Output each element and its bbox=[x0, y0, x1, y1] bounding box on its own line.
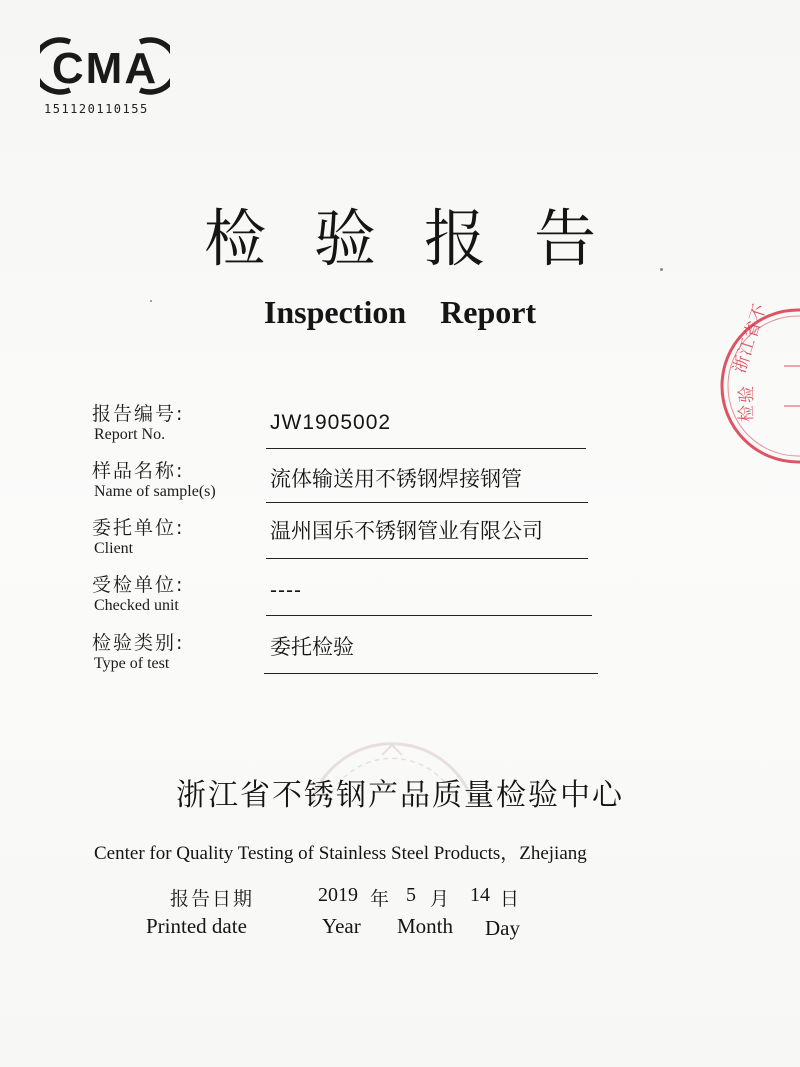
title-cn-char: 检 bbox=[203, 202, 314, 275]
printed-date-year-en: Year bbox=[322, 914, 361, 938]
checked-unit-label-cn: 受检单位: bbox=[92, 574, 185, 596]
title-cn-char: 报 bbox=[424, 202, 535, 275]
seal-text-lower: 检验 bbox=[737, 384, 757, 422]
title-cn bbox=[0, 202, 800, 275]
report-no-label-cn: 报告编号: bbox=[92, 403, 185, 425]
client-label-en: Client bbox=[94, 540, 134, 557]
report-no-value: JW1905002 bbox=[270, 411, 392, 434]
cma-logo bbox=[40, 36, 170, 96]
sample-name-label bbox=[92, 460, 262, 502]
sample-name-value: 流体输送用不锈钢焊接钢管 bbox=[270, 467, 522, 491]
printed-date-day-en: Day bbox=[485, 916, 520, 940]
center-name-cn: 浙江省不锈钢产品质量检验中心 bbox=[176, 778, 624, 813]
printed-date-year-cn: 年 bbox=[370, 888, 390, 910]
title-cn-char: 验 bbox=[313, 202, 424, 275]
red-seal-stamp bbox=[706, 300, 800, 472]
client-underline bbox=[266, 558, 588, 559]
center-name-en: Center for Quality Testing of Stainless Steel Products，Zhejiang bbox=[94, 843, 587, 864]
printed-date-year: 2019 bbox=[318, 884, 358, 906]
checked-unit-value: ---- bbox=[270, 579, 302, 602]
report-no-label bbox=[92, 403, 262, 445]
scan-speck bbox=[660, 268, 663, 271]
printed-date-month-cn: 月 bbox=[430, 888, 450, 910]
title-cn-char: 告 bbox=[534, 202, 597, 275]
client-value: 温州国乐不锈钢管业有限公司 bbox=[270, 519, 543, 543]
report-no-label-en: Report No. bbox=[94, 426, 166, 443]
client-label-cn: 委托单位: bbox=[92, 517, 185, 539]
sample-name-underline bbox=[266, 502, 588, 503]
test-type-label-en: Type of test bbox=[94, 655, 170, 672]
printed-date-day-cn: 日 bbox=[500, 888, 520, 910]
title-en: Inspection Report bbox=[263, 294, 537, 330]
scan-speck bbox=[150, 300, 152, 302]
sample-name-label-en: Name of sample(s) bbox=[94, 483, 216, 500]
test-type-label bbox=[92, 632, 262, 674]
test-type-value: 委托检验 bbox=[270, 635, 354, 659]
printed-date-month-en: Month bbox=[397, 914, 454, 938]
checked-unit-label bbox=[92, 574, 262, 616]
checked-unit-label-en: Checked unit bbox=[94, 597, 179, 614]
client-label bbox=[92, 517, 262, 559]
report-no-underline bbox=[266, 448, 586, 449]
cma-cert-number: 151120110155 bbox=[44, 102, 149, 116]
test-type-label-cn: 检验类别: bbox=[92, 632, 185, 654]
printed-date-day: 14 bbox=[470, 884, 490, 906]
printed-date-month: 5 bbox=[406, 884, 416, 906]
printed-date-label-cn: 报告日期 bbox=[170, 888, 255, 910]
seal-text-upper: 浙江省不 bbox=[729, 300, 772, 376]
sample-name-label-cn: 样品名称: bbox=[92, 460, 185, 482]
checked-unit-underline bbox=[266, 615, 592, 616]
printed-date-label-en: Printed date bbox=[146, 914, 247, 938]
cma-logo-text: CMA bbox=[51, 44, 159, 93]
test-type-underline bbox=[264, 673, 598, 674]
